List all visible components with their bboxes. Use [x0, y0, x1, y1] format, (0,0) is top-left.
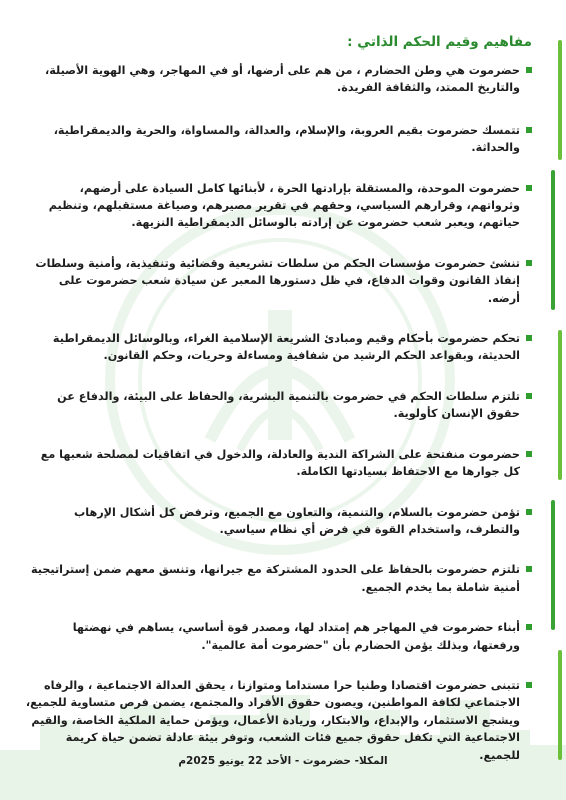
- edge-bar: [558, 650, 562, 760]
- list-item-text: تلتزم سلطات الحكم في حضرموت بالتنمية البشرية، والحفاظ على البيئة، والدفاع عن حقوق الإنسان كأولوية.: [57, 389, 520, 421]
- list-item: [24, 62, 532, 97]
- list-item-text: تؤمن حضرموت بالسلام، والتنمية، والتعاون مع الجميع، وترفض كل أشكال الإرهاب والتطرف، واستخدام القوة في فرض أي نظام سياسي.: [74, 505, 520, 536]
- list-item-text: حضرموت الموحدة، والمستقلة بإرادتها الحرة ، لأبنائها كامل السيادة على أرضهم، وثرواتهم، وقرارهم السياسي، وحقهم في تقرير مصيرهم، وصياغة مستقبلهم، وتنظيم حياتهم، ويعبر شعب حضرموت عن إرادته بالوسائل الديمقراطية النزيهة.: [48, 181, 520, 230]
- bullet-square-icon: [526, 566, 532, 572]
- bullet-square-icon: [526, 335, 532, 341]
- bullet-square-icon: [526, 67, 532, 73]
- list-item: [24, 180, 532, 232]
- list-item-text: أبناء حضرموت في المهاجر هم إمتداد لها، ومصدر قوة أساسي، يساهم في نهضتها ورفعتها، وبذلك يؤمن الحضارم بأن "حضرموت أمة عالمية".: [72, 621, 520, 652]
- bullet-square-icon: [526, 509, 532, 515]
- list-item-text: تتمسك حضرموت بقيم العروبة، والإسلام، والعدالة، والمساواة، والحرية والديمقراطية، والحداثة.: [53, 123, 520, 155]
- list-item: [24, 446, 532, 481]
- list-item: [24, 388, 532, 423]
- bullet-square-icon: [526, 185, 532, 191]
- bullet-square-icon: [526, 393, 532, 399]
- list-item-text: حضرموت هي وطن الحضارم ، من هم على أرضها، أو في المهاجر، وهي الهوية الأصيلة، والتاريخ الممتد، والثقافة الفريدة.: [45, 64, 520, 95]
- list-item: [24, 677, 532, 764]
- bullet-square-icon: [526, 260, 532, 266]
- document-title: مفاهيم وقيم الحكم الذاتي :: [347, 34, 532, 50]
- bullet-square-icon: [526, 127, 532, 133]
- list-item-text: تحكم حضرموت بأحكام وقيم ومبادئ الشريعة الإسلامية الغراء، وبالوسائل الديمقراطية الحديثة، وبقواعد الحكم الرشيد من شفافية ومساءلة وحريات، وحكم القانون.: [52, 332, 520, 363]
- bullet-square-icon: [526, 624, 532, 630]
- list-item: [24, 330, 532, 365]
- list-item: [24, 122, 532, 157]
- list-item: [24, 619, 532, 654]
- list-item-text: تنشئ حضرموت مؤسسات الحكم من سلطات تشريعية وقضائية وتنفيذية، وأمنية وسلطات إنفاذ القانون وقوات الدفاع، في ظل دستورها المعبر عن سيادة شعب حضرموت على أرضه.: [35, 256, 520, 305]
- edge-bar: [551, 500, 555, 630]
- list-item: [24, 561, 532, 596]
- list-item: [24, 504, 532, 539]
- list-item-text: تتبنى حضرموت اقتصادا وطنيا حرا مستداما ومتوازنا ، يحقق العدالة الاجتماعية ، والرفاه الاجتماعي لكافة المواطنين، ويصون حقوق الأفراد والمجتمع، يضمن فرص متساوية للجميع، ويشجع الاستثمار، والإبداع، والابتكار، وريادة الأعمال، ويؤمن حماية الملكية الخاصة، والقيم الاجتماعية التي تكفل حقوق جميع فئات الشعب، وتوفر بيئة عادلة تضمن حياة كريمة للجميع.: [25, 678, 520, 762]
- edge-bar: [558, 40, 562, 160]
- bullet-square-icon: [526, 682, 532, 688]
- document-content: [24, 34, 532, 764]
- edge-bar: [558, 330, 562, 480]
- list-item-text: حضرموت منفتحة على الشراكة الندية والعادلة، والدخول في اتفاقيات لمصلحة شعبها مع كل جوارها مع الاحتفاظ بسيادتها الكاملة.: [40, 447, 520, 479]
- document-footer: المكلا- حضرموت - الأحد 22 يونيو 2025م: [178, 755, 388, 767]
- edge-accent-bars: [546, 0, 566, 800]
- bullet-square-icon: [526, 451, 532, 457]
- list-item-text: تلتزم حضرموت بالحفاظ على الحدود المشتركة مع جيرانها، وتنسق معهم ضمن إستراتيجية أمنية شاملة بما يخدم الجميع.: [31, 563, 520, 594]
- list-item: [24, 255, 532, 307]
- edge-bar: [551, 170, 555, 310]
